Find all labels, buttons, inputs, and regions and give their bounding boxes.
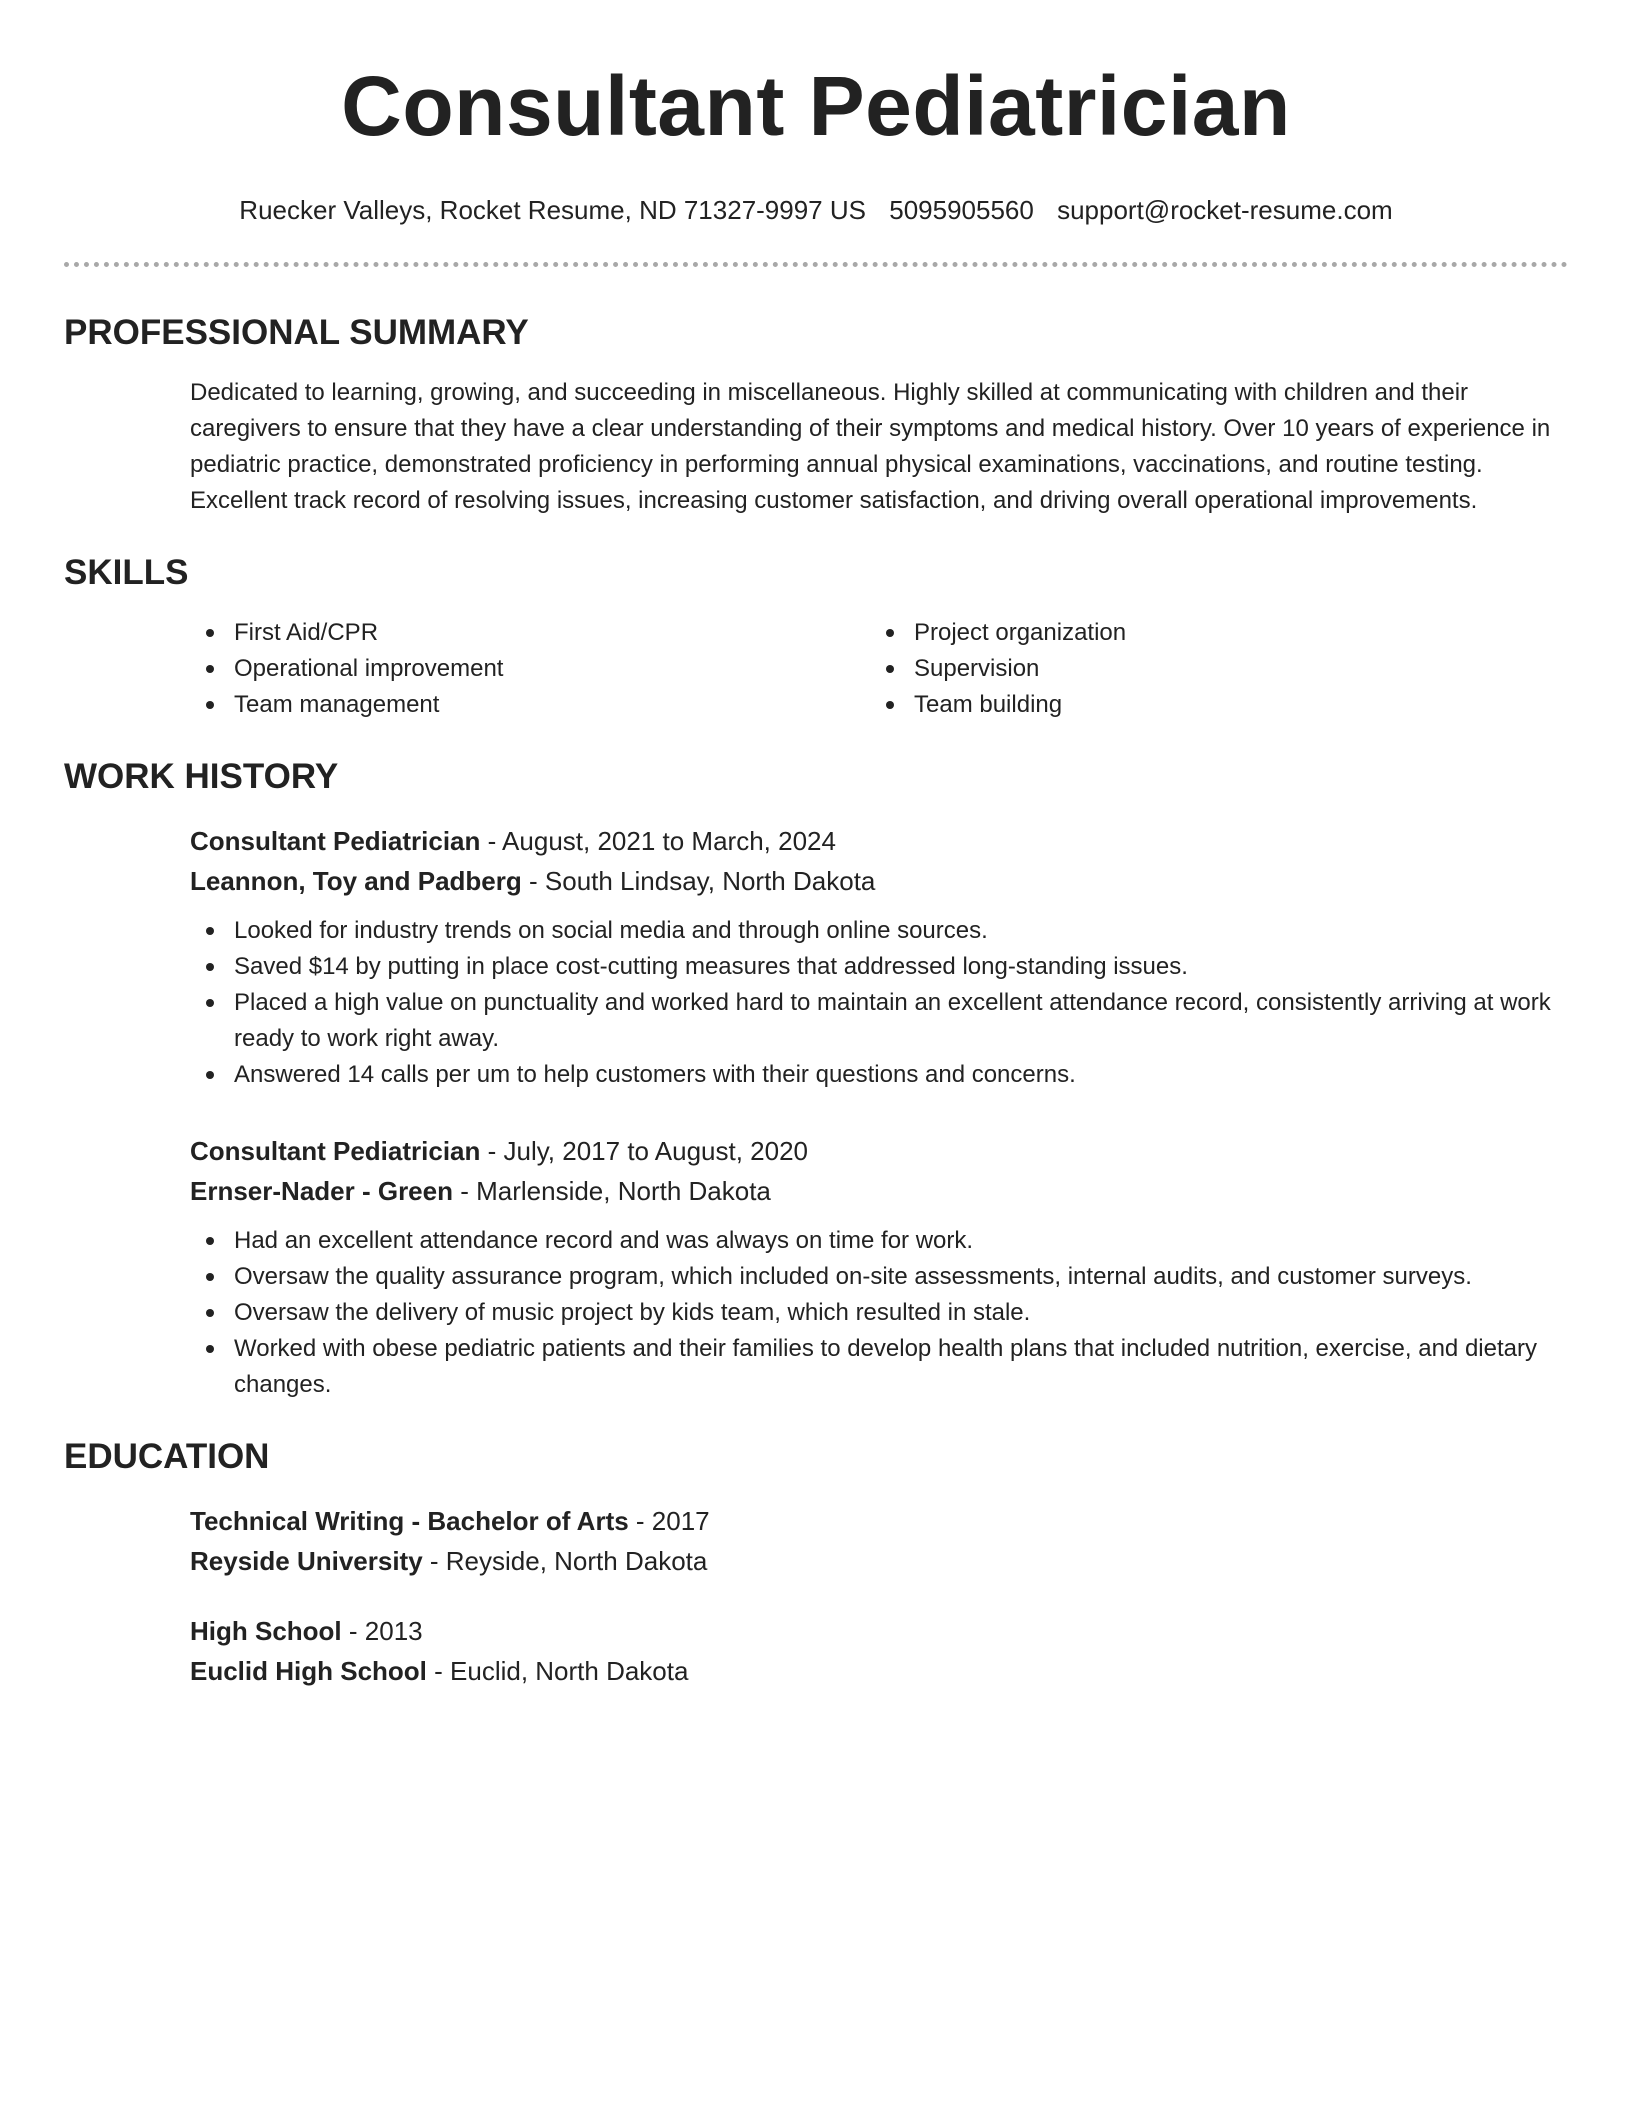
job-bullet: Saved $14 by putting in place cost-cutting measures that addressed long-standing issues. <box>234 949 1568 985</box>
education-location: - Reyside, North Dakota <box>422 1546 708 1576</box>
education-entry <box>190 1611 1568 1691</box>
job-bullet: Placed a high value on punctuality and worked hard to maintain an excellent attendance record, consistently arriving at work ready to work right away. <box>234 985 1568 1057</box>
education-degree-line <box>190 1501 1568 1541</box>
skills-grid <box>190 615 1568 723</box>
education-school-line <box>190 1651 1568 1691</box>
job-entry <box>190 821 1568 1093</box>
education-degree: Technical Writing - Bachelor of Arts <box>190 1506 629 1536</box>
skill-item: Project organization <box>914 615 1370 651</box>
job-company: Ernser-Nader - Green <box>190 1176 453 1206</box>
job-bullets <box>190 913 1568 1093</box>
job-role-line <box>190 1131 1568 1171</box>
skills-section <box>64 615 1568 723</box>
skill-item: Supervision <box>914 651 1370 687</box>
job-company-line <box>190 861 1568 901</box>
job-role: Consultant Pediatrician <box>190 826 481 856</box>
skills-list-right <box>870 615 1370 723</box>
education-degree: High School <box>190 1616 342 1646</box>
job-entry <box>190 1131 1568 1403</box>
job-dates: - July, 2017 to August, 2020 <box>480 1136 809 1166</box>
work-history-heading: WORK HISTORY <box>64 757 339 796</box>
job-bullet: Had an excellent attendance record and was always on time for work. <box>234 1223 1568 1259</box>
job-location: - Marlenside, North Dakota <box>452 1176 771 1206</box>
education-heading: EDUCATION <box>64 1437 270 1476</box>
contact-address: Ruecker Valleys, Rocket Resume, ND 71327-9997 US <box>239 195 866 225</box>
skill-item: First Aid/CPR <box>234 615 870 651</box>
skill-item: Team management <box>234 687 870 723</box>
education-location: - Euclid, North Dakota <box>426 1656 689 1686</box>
header-divider <box>64 262 1568 267</box>
education-year: - 2013 <box>341 1616 423 1646</box>
skill-item: Team building <box>914 687 1370 723</box>
skills-heading: SKILLS <box>64 553 189 592</box>
job-bullet: Oversaw the delivery of music project by kids team, which resulted in stale. <box>234 1295 1568 1331</box>
job-company: Leannon, Toy and Padberg <box>190 866 522 896</box>
job-bullet: Answered 14 calls per um to help customers with their questions and concerns. <box>234 1057 1568 1093</box>
summary-heading: PROFESSIONAL SUMMARY <box>64 313 529 352</box>
job-company-line <box>190 1171 1568 1211</box>
education-year: - 2017 <box>628 1506 710 1536</box>
job-role: Consultant Pediatrician <box>190 1136 481 1166</box>
education-school: Reyside University <box>190 1546 423 1576</box>
summary-text: Dedicated to learning, growing, and succeeding in miscellaneous. Highly skilled at communicating with children and their caregivers to ensure that they have a clear understanding of their symptoms and medical history. Over 10 years of experience in pediatric practice, demonstrated proficiency in performing annual physical examinations, vaccinations, and routine testing. Excellent track record of resolving issues, increasing customer satisfaction, and driving overall operational improvements. <box>190 379 1551 514</box>
education-degree-line <box>190 1611 1568 1651</box>
education-section <box>64 1501 1568 1691</box>
education-school-line <box>190 1541 1568 1581</box>
job-dates: - August, 2021 to March, 2024 <box>480 826 836 856</box>
skills-list-left <box>190 615 870 723</box>
summary-section <box>64 375 1568 519</box>
job-bullet: Oversaw the quality assurance program, which included on-site assessments, internal audits, and customer surveys. <box>234 1259 1568 1295</box>
work-history-section <box>64 821 1568 1403</box>
job-location: - South Lindsay, North Dakota <box>521 866 876 896</box>
job-bullet: Worked with obese pediatric patients and their families to develop health plans that included nutrition, exercise, and dietary changes. <box>234 1331 1568 1403</box>
contact-line <box>64 192 1568 228</box>
job-bullets <box>190 1223 1568 1403</box>
education-entry <box>190 1501 1568 1581</box>
resume-name: Consultant Pediatrician <box>341 59 1291 153</box>
skill-item: Operational improvement <box>234 651 870 687</box>
contact-phone: 5095905560 <box>889 195 1034 225</box>
education-school: Euclid High School <box>190 1656 427 1686</box>
job-bullet: Looked for industry trends on social media and through online sources. <box>234 913 1568 949</box>
job-role-line <box>190 821 1568 861</box>
contact-email: support@rocket-resume.com <box>1057 195 1393 225</box>
